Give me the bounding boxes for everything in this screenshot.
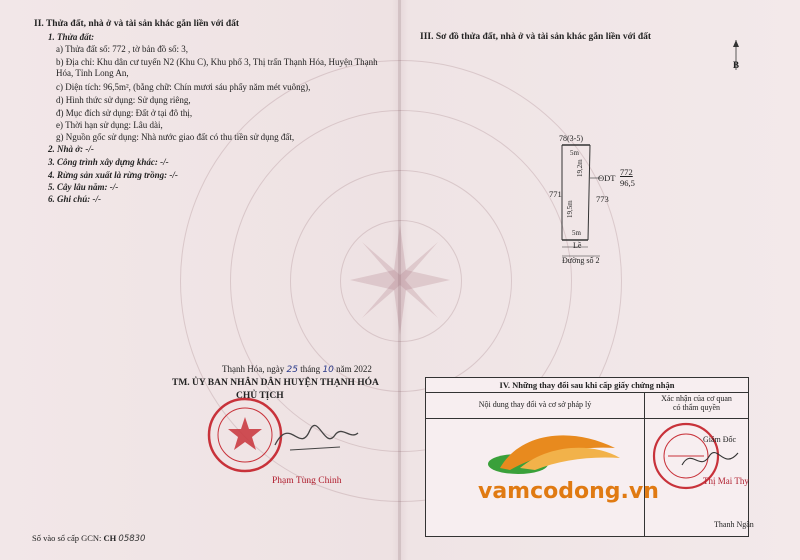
date-month-label: tháng	[300, 364, 321, 374]
address-line: b) Địa chỉ: Khu dân cư tuyến N2 (Khu C), Khu phố 3, Thị trấn Thạnh Hóa, Huyện Thạnh	[56, 57, 378, 67]
sketch-right-neighbor: 773	[596, 194, 609, 204]
authority-title: TM. ỦY BAN NHÂN DÂN HUYỆN THẠNH HÓA	[172, 378, 379, 388]
north-label: B	[733, 60, 740, 70]
sketch-le: Lề	[573, 241, 582, 250]
serial-handwritten: 05830	[118, 534, 146, 544]
serial-label: Số vào sổ cấp GCN:	[32, 533, 102, 543]
sketch-left-neighbor: 771	[549, 189, 562, 199]
serial-prefix: CH	[103, 533, 117, 543]
area-line: c) Diện tích: 96,5m², (bằng chữ: Chín mươi sáu phẩy năm mét vuông),	[56, 82, 311, 92]
section-ii-title: II. Thửa đất, nhà ở và tài sản khác gắn liền với đất	[34, 19, 240, 29]
item-4: 4. Rừng sản xuất là rừng trồng: -/-	[48, 170, 178, 180]
item-5: 5. Cây lâu năm: -/-	[48, 182, 119, 192]
sketch-area: 96,5	[620, 178, 635, 188]
sketch-left-length: 19,5m	[566, 200, 574, 218]
date-year: năm 2022	[336, 364, 372, 374]
page-fold	[398, 0, 401, 560]
chairman-signature	[270, 405, 360, 465]
director-signature	[680, 445, 740, 475]
parcel-line: a) Thửa đất số: 772 , tờ bản đồ số: 3,	[56, 44, 188, 54]
bottom-signer: Thanh Ngân	[714, 520, 754, 529]
usage-form-line: d) Hình thức sử dụng: Sử dụng riêng,	[56, 95, 191, 105]
watermark-text: vamcodong.vn	[478, 479, 659, 504]
sketch-right-length: 19,2m	[576, 159, 584, 177]
serial-number	[32, 533, 145, 545]
col-confirm-header	[645, 392, 748, 419]
changes-table-title: IV. Những thay đổi sau khi cấp giấy chứng nhận	[426, 378, 748, 393]
date-day: 25	[286, 365, 298, 375]
director-name: Thị Mai Thy	[703, 476, 749, 486]
usage-purpose-line: đ) Mục đích sử dụng: Đất ở tại đô thị,	[56, 108, 193, 118]
role-title: CHỦ TỊCH	[236, 391, 284, 401]
director-title: Giám Đốc	[703, 435, 737, 444]
col-content-header: Nội dung thay đổi và cơ sở pháp lý	[426, 392, 644, 419]
issue-date	[222, 364, 372, 376]
sketch-top-width: 5m	[570, 149, 579, 157]
item-2: 2. Nhà ở: -/-	[48, 144, 94, 154]
item-1-label: 1. Thửa đất:	[48, 32, 95, 42]
section-iii-title: III. Sơ đồ thửa đất, nhà ở và tài sản khác gắn liền với đất	[420, 32, 652, 42]
signer-name: Phạm Tùng Chinh	[272, 476, 342, 486]
item-3: 3. Công trình xây dựng khác: -/-	[48, 157, 169, 167]
usage-term-line: e) Thời hạn sử dụng: Lâu dài,	[56, 120, 163, 130]
date-prefix: Thạnh Hóa, ngày	[222, 364, 285, 374]
col-confirm-line1: Xác nhận của cơ quan	[661, 394, 732, 403]
date-month: 10	[322, 365, 334, 375]
sketch-top-label: 78(3-5)	[559, 134, 583, 143]
sketch-road: Đường số 2	[562, 256, 600, 265]
sketch-bottom-width: 5m	[572, 229, 581, 237]
address-line-2: Hóa, Tỉnh Long An,	[56, 68, 129, 78]
col-confirm-line2: có thẩm quyền	[672, 403, 721, 412]
sketch-odt: ODT	[598, 173, 616, 183]
origin-line: g) Nguồn gốc sử dụng: Nhà nước giao đất có thu tiền sử dụng đất,	[56, 132, 295, 142]
sketch-parcel-no: 772	[620, 167, 633, 177]
item-6: 6. Ghi chú: -/-	[48, 194, 102, 204]
